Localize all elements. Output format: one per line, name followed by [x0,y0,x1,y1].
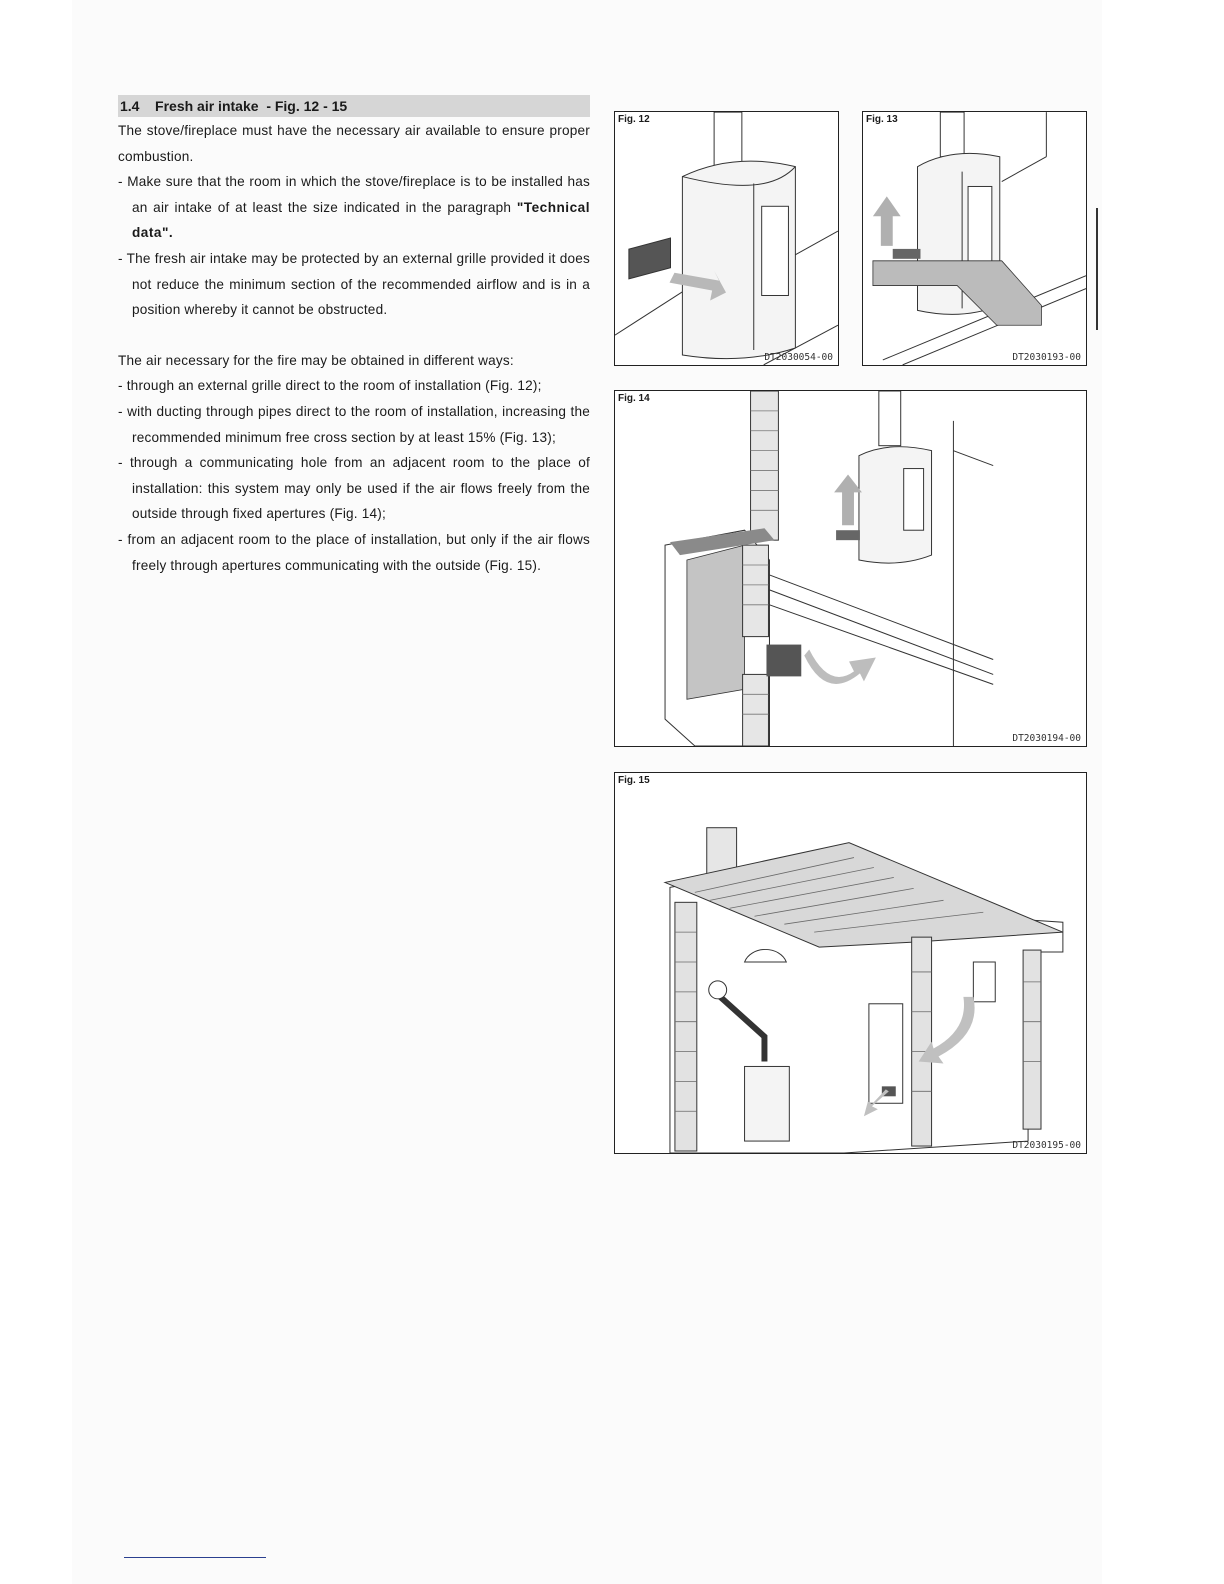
fig13-code: DT2030193-00 [1012,352,1081,363]
way-item-3: - through a communicating hole from an adjacent room to the place of installation: this system may only be used if the air flows freely from the outside through fixed apertures (Fig. 14); [118,455,590,522]
fig12-label: Fig. 12 [618,114,650,125]
section-title: Fresh air intake [155,98,259,114]
margin-mark [1096,208,1098,330]
fig12-illustration [615,112,838,365]
section-number: 1.4 [120,98,140,114]
intro-paragraph: The stove/fireplace must have the necessary air available to ensure proper combustion. [118,123,590,164]
technical-data-reference: "Technical data". [132,199,590,241]
figure-15 [614,772,1087,1154]
requirement-item-1 [118,169,590,246]
fig14-illustration [615,391,1086,746]
way-item-1: - through an external grille direct to the room of installation (Fig. 12); [118,378,542,394]
figure-12 [614,111,839,366]
way-item-4: - from an adjacent room to the place of installation, but only if the air flows freely through apertures communicating with the outside (Fig. 15). [118,531,590,573]
fig13-illustration [863,112,1086,365]
fig15-illustration [615,773,1086,1153]
fig12-code: DT2030054-00 [764,352,833,363]
figure-14 [614,390,1087,747]
ways-intro: The air necessary for the fire may be obtained in different ways: [118,352,514,368]
footer-rule [124,1557,266,1558]
figure-13 [862,111,1087,366]
fig15-label: Fig. 15 [618,775,650,786]
way-item-2: - with ducting through pipes direct to the room of installation, increasing the recommended minimum free cross section by at least 15% (Fig. 13); [118,403,590,445]
fig14-label: Fig. 14 [618,393,650,404]
section-heading [118,95,590,117]
section-fig-ref: - Fig. 12 - 15 [266,98,348,114]
body-text [118,118,590,578]
requirement-item-1-text: - Make sure that the room in which the stove/fireplace is to be installed has an air intake of at least the size indicated in the paragraph [118,174,590,215]
requirement-item-2: - The fresh air intake may be protected by an external grille provided it does not reduce the minimum section of the recommended airflow and is in a position whereby it cannot be obstructed. [118,250,590,318]
fig14-code: DT2030194-00 [1012,733,1081,744]
fig13-label: Fig. 13 [866,114,898,125]
fig15-code: DT2030195-00 [1012,1140,1081,1151]
